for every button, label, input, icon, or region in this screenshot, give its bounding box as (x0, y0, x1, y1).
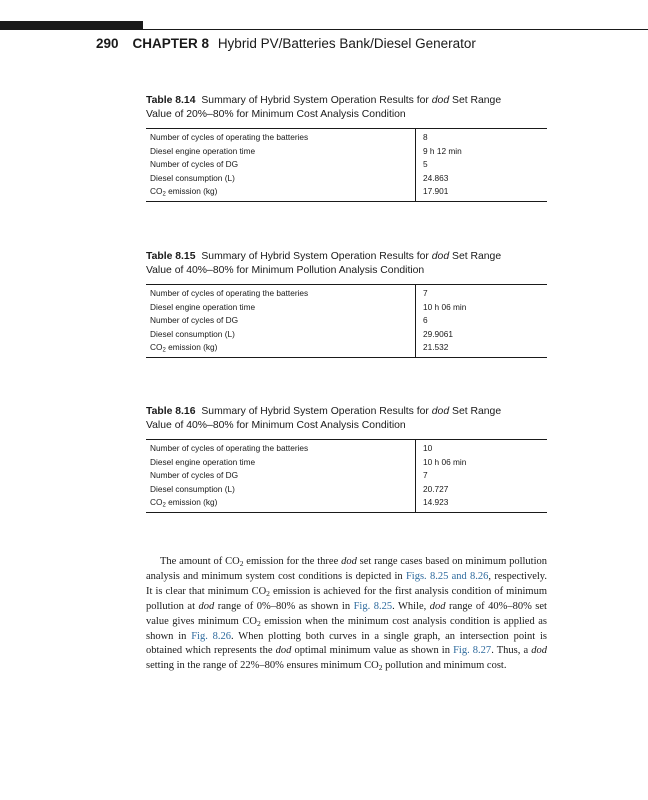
table-block-8-14 (146, 94, 547, 202)
chapter-title: Hybrid PV/Batteries Bank/Diesel Generator (217, 36, 476, 51)
table-row: Number of cycles of DG 5 (146, 158, 547, 172)
figure-link[interactable]: Fig. 8.25 (353, 600, 393, 612)
body-paragraph: The amount of $CO_2$ emission for the three dod set range cases based on minimum pollution analysis and minimum system cost conditions is depicted in Figs. 8.25 and 8.26, respectively. It is clear that minimum $CO_2$ emission is achieved for the first analysis condition of minimum pollution at dod range of 0%–80% as shown in Fig. 8.25. While, dod range of 40%–80% set value gives minimum $CO_2$ emission when the minimum cost analysis condition is applied as shown in Fig. 8.26. When plotting both curves in a single graph, an intersection point is obtained which represents the dod optimal minimum value as shown in Fig. 8.27. Thus, a dod setting in the range of 22%–80% ensures minimum $CO_2$ pollution and minimum cost. (146, 556, 548, 673)
header-bar (0, 21, 143, 30)
table-row: Number of cycles of DG 7 (146, 469, 547, 483)
table-row: Number of cycles of operating the batteries 7 (146, 285, 547, 301)
chapter-label: CHAPTER 8 (132, 36, 210, 51)
table-block-8-16 (146, 405, 547, 513)
table-row: $CO_2$ emission (kg) 17.901 (146, 185, 547, 201)
page-number: 290 (96, 36, 119, 51)
table-label: Table 8.15 (146, 251, 196, 262)
summary-table (146, 284, 547, 358)
summary-table (146, 128, 547, 202)
table-block-8-15 (146, 250, 547, 358)
table-row: Diesel consumption (L) 20.727 (146, 483, 547, 497)
table-caption: Table 8.16 Summary of Hybrid System Operation Results for dod Set Range Value of 40%–80% for Minimum Cost Analysis Condition (146, 406, 502, 431)
table-row: Number of cycles of DG 6 (146, 314, 547, 328)
table-row: Diesel consumption (L) 29.9061 (146, 328, 547, 342)
table-row: Diesel engine operation time 10 h 06 min (146, 301, 547, 315)
table-row: $CO_2$ emission (kg) 14.923 (146, 496, 547, 512)
figure-link[interactable]: Figs. 8.25 and 8.26 (405, 570, 489, 582)
table-row: Number of cycles of operating the batteries 10 (146, 440, 547, 456)
table-caption: Table 8.14 Summary of Hybrid System Operation Results for dod Set Range Value of 20%–80% for Minimum Cost Analysis Condition (146, 95, 502, 120)
running-head (96, 36, 476, 52)
table-caption: Table 8.15 Summary of Hybrid System Operation Results for dod Set Range Value of 40%–80% for Minimum Pollution Analysis Condition (146, 251, 502, 276)
table-row: Diesel consumption (L) 24.863 (146, 172, 547, 186)
table-row: Number of cycles of operating the batteries 8 (146, 129, 547, 145)
table-row: Diesel engine operation time 9 h 12 min (146, 145, 547, 159)
figure-link[interactable]: Fig. 8.26 (191, 630, 232, 642)
table-row: $CO_2$ emission (kg) 21.532 (146, 341, 547, 357)
summary-table (146, 439, 547, 513)
table-label: Table 8.16 (146, 406, 196, 417)
header-rule (143, 29, 648, 30)
figure-link[interactable]: Fig. 8.27 (453, 645, 492, 657)
table-label: Table 8.14 (146, 95, 196, 106)
table-row: Diesel engine operation time 10 h 06 min (146, 456, 547, 470)
